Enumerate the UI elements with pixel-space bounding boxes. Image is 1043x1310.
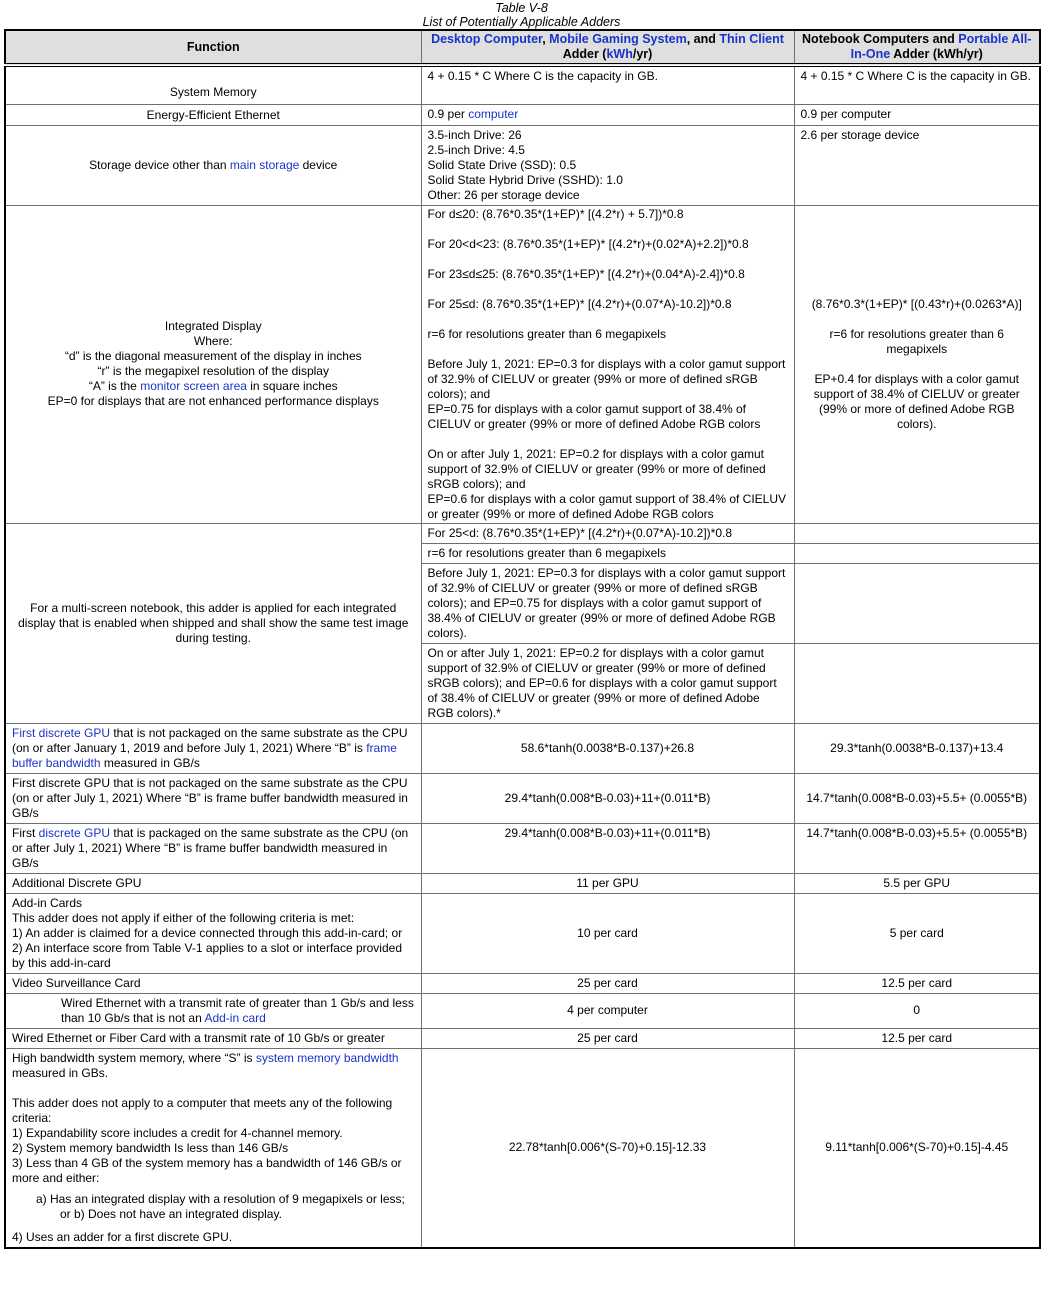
- table-row: [5, 893, 1040, 973]
- desktop-cell: 0.9 per computer: [421, 104, 794, 125]
- table-row: [5, 125, 1040, 205]
- table-row: [5, 823, 1040, 873]
- table-caption: [0, 0, 1043, 29]
- desktop-cell: 22.78*tanh[0.006*(S-70)+0.15]-12.33: [421, 1048, 794, 1248]
- desktop-cell: 29.4*tanh(0.008*B-0.03)+11+(0.011*B): [421, 773, 794, 823]
- notebook-cell: [794, 543, 1040, 563]
- adders-table: [4, 29, 1041, 1249]
- table-row: [5, 205, 1040, 523]
- desktop-cell: 10 per card: [421, 893, 794, 973]
- header-row: [5, 30, 1040, 65]
- desktop-cell: 3.5-inch Drive: 26 2.5-inch Drive: 4.5 Solid State Drive (SSD): 0.5 Solid State Hybrid Drive (SSHD): 1.0 Other: 26 per storage device: [421, 125, 794, 205]
- notebook-cell: [794, 643, 1040, 723]
- function-cell: Energy-Efficient Ethernet: [5, 104, 421, 125]
- kwh-link[interactable]: kWh: [606, 47, 633, 61]
- table-id: Table V-8: [495, 1, 548, 15]
- header-function: Function: [5, 30, 421, 65]
- add-in-card-link[interactable]: Add-in card: [204, 1010, 266, 1025]
- first-discrete-gpu-link[interactable]: First discrete GPU: [12, 725, 111, 740]
- frame-buffer-bandwidth-link[interactable]: frame buffer bandwidth: [12, 740, 397, 770]
- desktop-cell: On or after July 1, 2021: EP=0.2 for displays with a color gamut support of 32.9% of CIELUV or greater (99% or more of defined sRGB colors); and EP=0.6 for displays with a color gamut support of 38.4% of CIELUV or greater (99% or more of defined Adobe RGB colors).*: [421, 643, 794, 723]
- desktop-cell: For 25<d: (8.76*0.35*(1+EP)* [(4.2*r)+(0.07*A)-10.2])*0.8: [421, 523, 794, 543]
- function-cell: System Memory: [5, 65, 421, 104]
- notebook-cell: 9.11*tanh[0.006*(S-70)+0.15]-4.45: [794, 1048, 1040, 1248]
- notebook-cell: 14.7*tanh(0.008*B-0.03)+5.5+ (0.0055*B): [794, 823, 1040, 873]
- notebook-cell: 0.9 per computer: [794, 104, 1040, 125]
- desktop-computer-link[interactable]: Desktop Computer: [431, 32, 543, 46]
- table-row: [5, 1048, 1040, 1248]
- desktop-cell: 11 per GPU: [421, 873, 794, 893]
- main-storage-link[interactable]: main storage: [229, 157, 300, 172]
- notebook-cell: 0: [794, 993, 1040, 1028]
- function-cell: Video Surveillance Card: [5, 973, 421, 993]
- function-cell: For a multi-screen notebook, this adder is applied for each integrated display that is enabled when shipped and shall show the same test image during testing.: [5, 523, 421, 723]
- desktop-cell: 58.6*tanh(0.0038*B-0.137)+26.8: [421, 723, 794, 773]
- function-cell: Storage device other than main storage device: [5, 125, 421, 205]
- discrete-gpu-link[interactable]: discrete GPU: [38, 825, 111, 840]
- table-row: [5, 723, 1040, 773]
- table-row: [5, 973, 1040, 993]
- notebook-cell: 2.6 per storage device: [794, 125, 1040, 205]
- function-cell: Integrated Display Where: “d” is the diagonal measurement of the display in inches “r” is the megapixel resolution of the display “A” is the monitor screen area in square inches EP=0 for displays that are not enhanced performance displays: [5, 205, 421, 523]
- monitor-screen-area-link[interactable]: monitor screen area: [140, 379, 247, 393]
- function-cell: Wired Ethernet or Fiber Card with a transmit rate of 10 Gb/s or greater: [5, 1028, 421, 1048]
- function-cell: First discrete GPU that is not packaged on the same substrate as the CPU (on or after July 1, 2021) Where “B” is frame buffer bandwidth measured in GB/s: [5, 773, 421, 823]
- notebook-cell: 14.7*tanh(0.008*B-0.03)+5.5+ (0.0055*B): [794, 773, 1040, 823]
- table-row: [5, 523, 1040, 543]
- desktop-cell: 29.4*tanh(0.008*B-0.03)+11+(0.011*B): [421, 823, 794, 873]
- desktop-cell: 25 per card: [421, 973, 794, 993]
- table-row: [5, 773, 1040, 823]
- header-notebook: Notebook Computers and Portable All-In-One Adder (kWh/yr): [794, 30, 1040, 65]
- notebook-cell: 12.5 per card: [794, 973, 1040, 993]
- notebook-cell: 5 per card: [794, 893, 1040, 973]
- notebook-cell: 12.5 per card: [794, 1028, 1040, 1048]
- computer-link[interactable]: computer: [468, 107, 519, 121]
- desktop-cell: For d≤20: (8.76*0.35*(1+EP)* [(4.2*r) + 5.7])*0.8 For 20<d<23: (8.76*0.35*(1+EP)* [(4.2*r)+(0.02*A)+2.2])*0.8 For 23≤d≤25: (8.76*0.35*(1+EP)* [(4.2*r)+(0.04*A)-2.4])*0.8 For 25≤d: (8.76*0.35*(1+EP)* [(4.2*r)+(0.07*A)-10.2])*0.8 r=6 for resolutions greater than 6 megapixels Before July 1, 2021: EP=0.3 for displays with a color gamut support of 32.9% of CIELUV or greater (99% or more of defined sRGB colors); and EP=0.75 for displays with a color gamut support of 38.4% of CIELUV or greater (99% or more of defined Adobe RGB colors On or after July 1, 2021: EP=0.2 for displays with a color gamut support of 32.9% of CIELUV or greater (99% or more of defined sRGB colors); and EP=0.6 for displays with a color gamut support of 38.4% of CIELUV or greater (99% or more of defined Adobe RGB colors: [421, 205, 794, 523]
- notebook-cell: [794, 523, 1040, 543]
- table-row: [5, 873, 1040, 893]
- thin-client-link[interactable]: Thin Client: [719, 32, 784, 46]
- table-row: [5, 65, 1040, 104]
- mobile-gaming-link[interactable]: Mobile Gaming System: [549, 32, 687, 46]
- notebook-cell: [794, 563, 1040, 643]
- system-memory-bandwidth-link[interactable]: system memory bandwidth: [255, 1050, 399, 1065]
- notebook-cell: 5.5 per GPU: [794, 873, 1040, 893]
- notebook-cell: 29.3*tanh(0.0038*B-0.137)+13.4: [794, 723, 1040, 773]
- function-cell: First discrete GPU that is packaged on the same substrate as the CPU (on or after July 1, 2021) Where “B” is frame buffer bandwidth measured in GB/s: [5, 823, 421, 873]
- header-desktop: Desktop Computer, Mobile Gaming System, and Thin Client Adder (kWh/yr): [421, 30, 794, 65]
- table-row: [5, 1028, 1040, 1048]
- function-cell: Add-in Cards This adder does not apply if either of the following criteria is met: 1) An adder is claimed for a device connected through this add-in-card; or 2) An interface score from Table V-1 applies to a slot or interface provided by this add-in-card: [5, 893, 421, 973]
- function-cell: First discrete GPU that is not packaged on the same substrate as the CPU (on or after January 1, 2019 and before July 1, 2021) Where “B” is frame buffer bandwidth measured in GB/s: [5, 723, 421, 773]
- notebook-cell: (8.76*0.3*(1+EP)* [(0.43*r)+(0.0263*A)] r=6 for resolutions greater than 6 megapixels EP+0.4 for displays with a color gamut support of 38.4% of CIELUV or greater (99% or more of defined Adobe RGB colors).: [794, 205, 1040, 523]
- desktop-cell: r=6 for resolutions greater than 6 megapixels: [421, 543, 794, 563]
- function-cell: High bandwidth system memory, where “S” is system memory bandwidth measured in GBs. This adder does not apply to a computer that meets any of the following criteria: 1) Expandability score includes a credit for 4-channel memory. 2) System memory bandwidth Is less than 146 GB/s 3) Less than 4 GB of the system memory has a bandwidth of 146 GB/s or more and either: a) Has an integrated display with a resolution of 9 megapixels or less; or b) Does not have an integrated display. 4) Uses an adder for a first discrete GPU.: [5, 1048, 421, 1248]
- desktop-cell: 4 + 0.15 * C Where C is the capacity in GB.: [421, 65, 794, 104]
- notebook-cell: 4 + 0.15 * C Where C is the capacity in GB.: [794, 65, 1040, 104]
- desktop-cell: 4 per computer: [421, 993, 794, 1028]
- table-row: [5, 104, 1040, 125]
- function-cell: Additional Discrete GPU: [5, 873, 421, 893]
- desktop-cell: 25 per card: [421, 1028, 794, 1048]
- table-title: List of Potentially Applicable Adders: [422, 15, 621, 29]
- portable-aio-link[interactable]: Portable All-In-One: [850, 32, 1032, 61]
- table-row: [5, 993, 1040, 1028]
- desktop-cell: Before July 1, 2021: EP=0.3 for displays with a color gamut support of 32.9% of CIELUV or greater (99% or more of defined sRGB colors); and EP=0.75 for displays with a color gamut support of 38.4% of CIELUV or greater (99% or more of defined Adobe RGB colors).: [421, 563, 794, 643]
- function-cell: Wired Ethernet with a transmit rate of greater than 1 Gb/s and less than 10 Gb/s that is not an Add-in card: [5, 993, 421, 1028]
